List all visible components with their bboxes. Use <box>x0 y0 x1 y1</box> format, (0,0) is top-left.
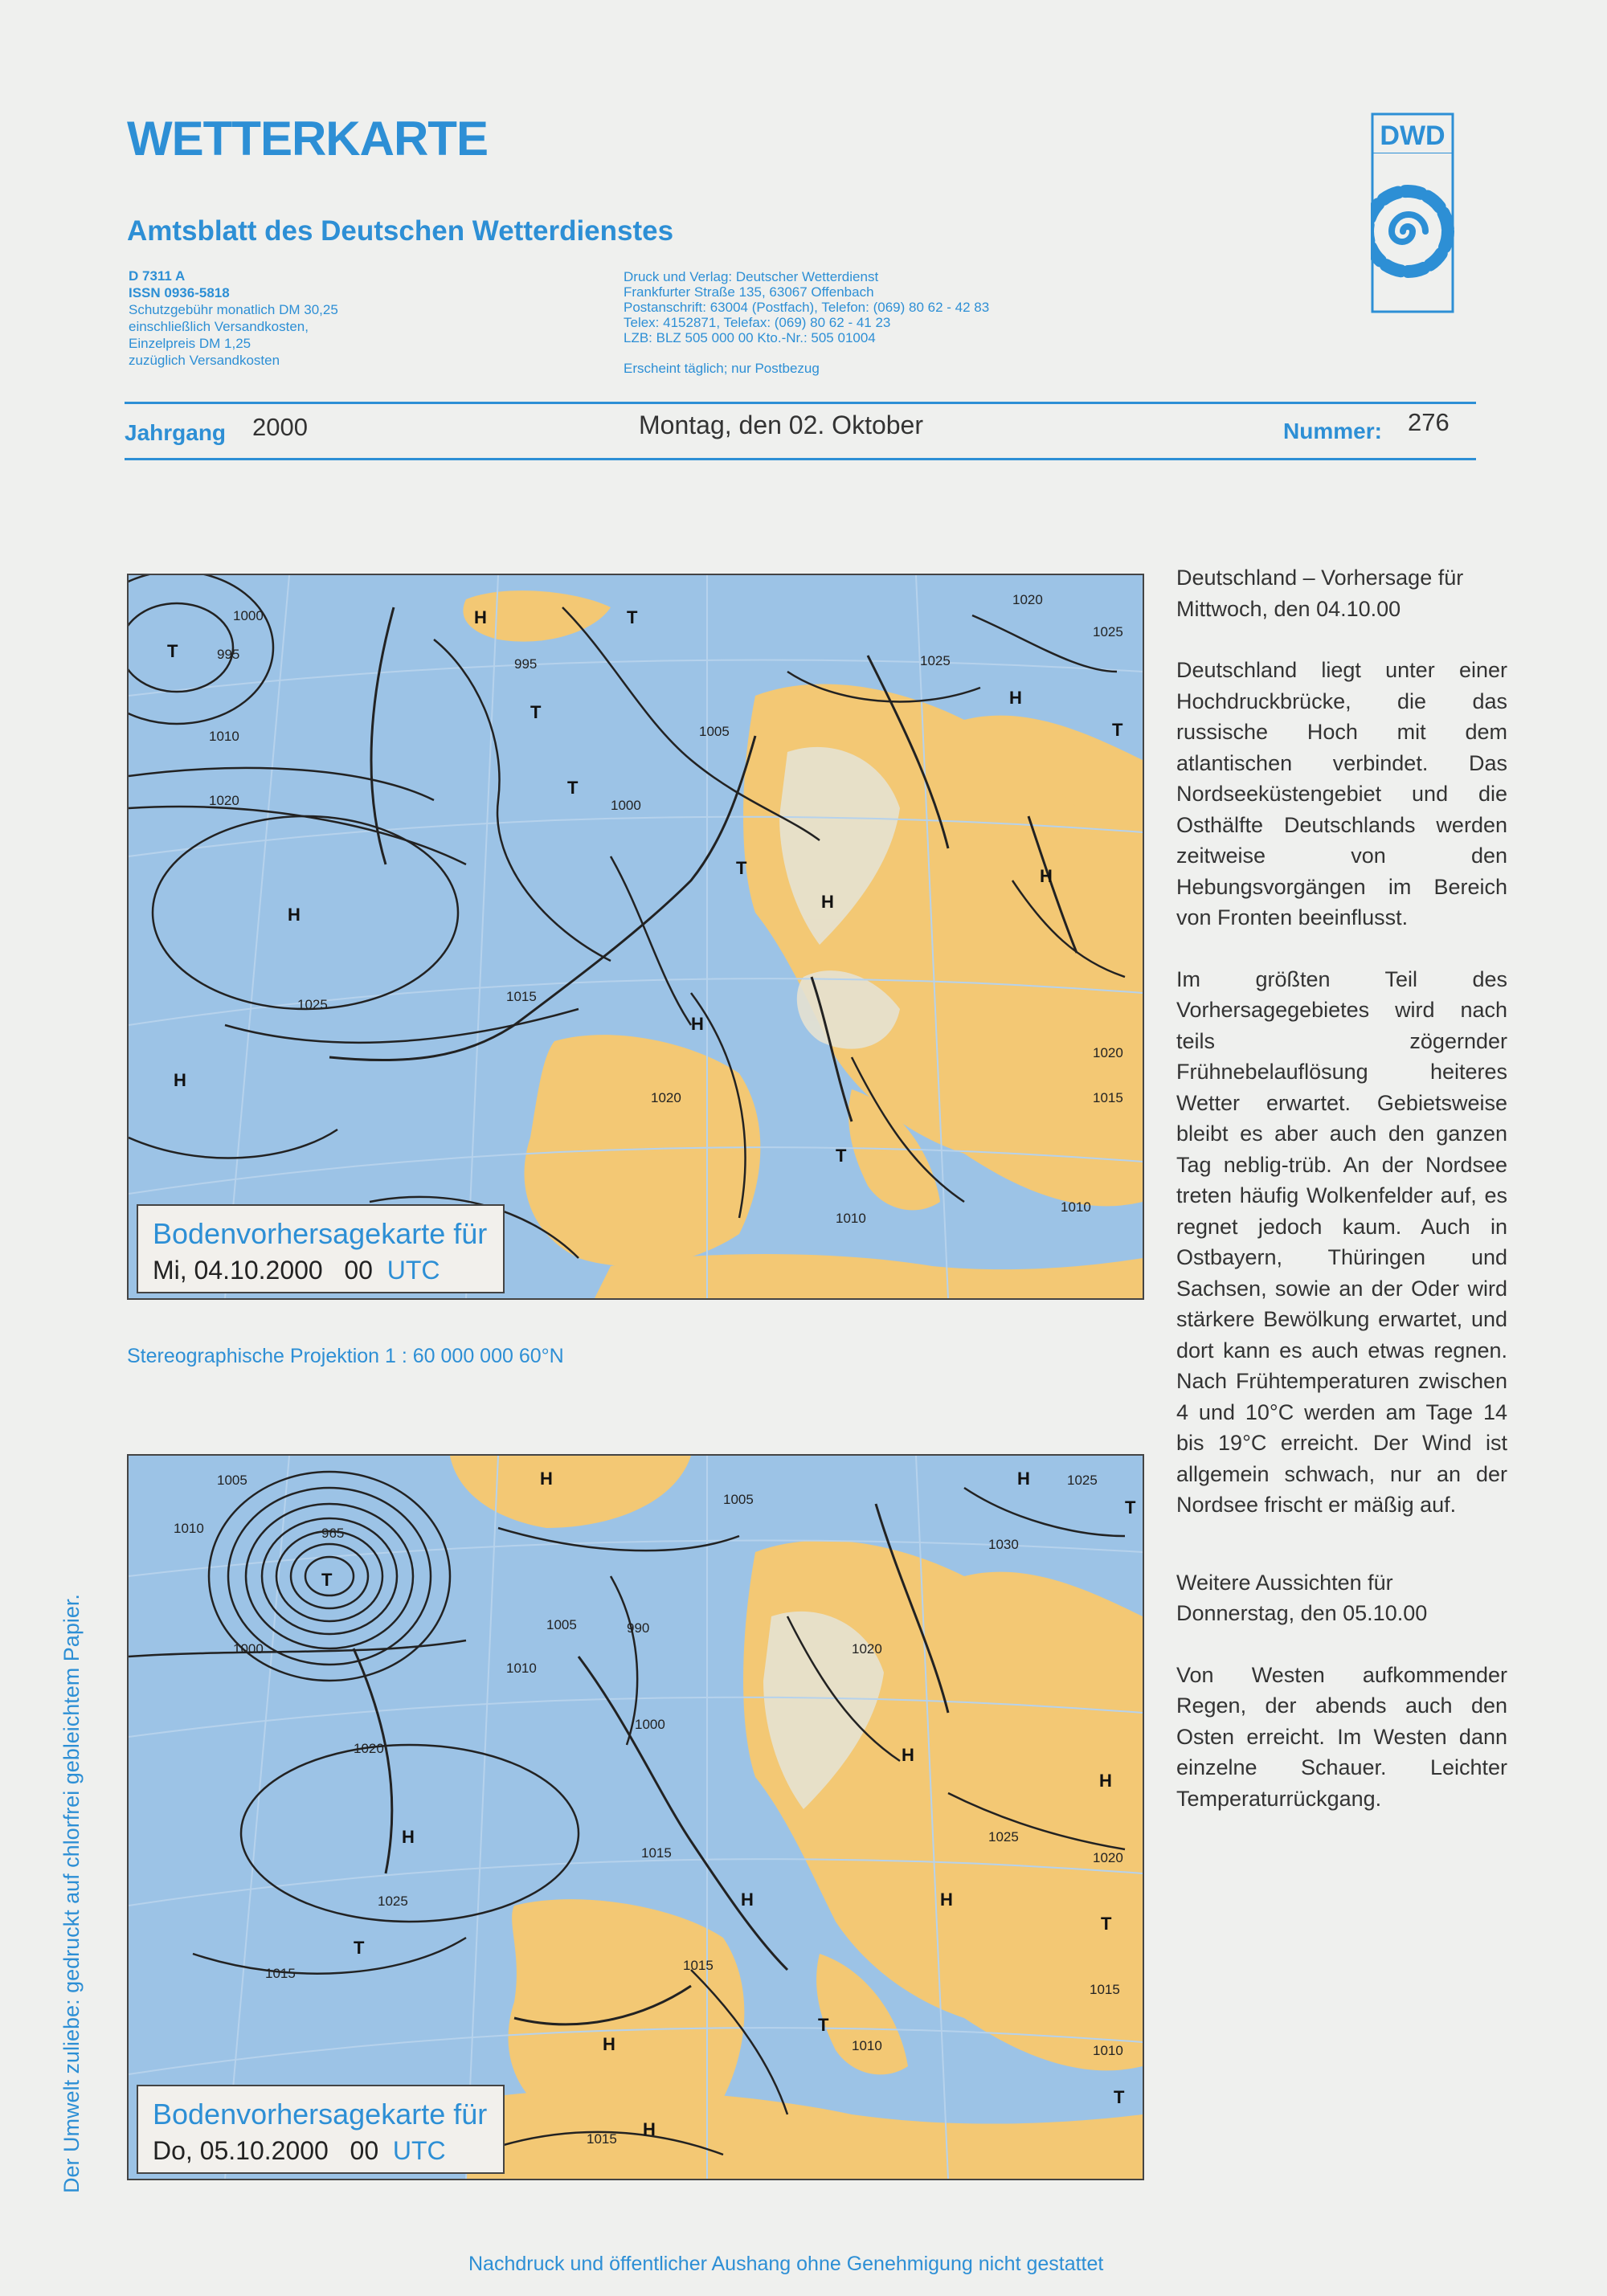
pressure-center: H <box>1009 688 1022 708</box>
isobar-label: 1015 <box>1090 1982 1120 1997</box>
pressure-center: H <box>821 892 834 912</box>
publisher-line: Telex: 4152871, Telefax: (069) 80 62 - 41 23 <box>624 315 891 330</box>
fee-line: Einzelpreis DM 1,25 <box>129 336 251 351</box>
isobar-label: 1000 <box>635 1717 665 1732</box>
jahrgang-label: Jahrgang <box>125 420 227 445</box>
map-2-graphic <box>129 1456 1143 2179</box>
pressure-center: H <box>902 1745 914 1765</box>
isobar-label: 1005 <box>546 1617 577 1632</box>
map-caption-title: Bodenvorhersagekarte für <box>153 2098 488 2131</box>
isobar-label: 1015 <box>265 1966 296 1981</box>
forecast-paragraph: Deutschland liegt unter einer Hochdruckbrücke, die das russische Hoch mit dem atlantischen verbindet. Das Nordseeküstengebiet und die Osthälfte Deutschlands werden zeitweise von den Hebungsvorgängen im Bereich von Fronten beeinflusst. <box>1176 658 1507 929</box>
map-caption-title: Bodenvorhersagekarte für <box>153 1217 488 1250</box>
pressure-center: T <box>567 778 579 798</box>
isobar-label: 1020 <box>209 793 239 808</box>
publisher-line: Druck und Verlag: Deutscher Wetterdienst <box>624 269 879 284</box>
map-caption-time: Do, 05.10.2000 00 <box>153 2136 379 2165</box>
isobar-label: 1010 <box>506 1661 537 1676</box>
isobar-label: 1010 <box>1093 2043 1123 2058</box>
pressure-center: H <box>474 607 487 627</box>
map-caption-utc: UTC <box>392 2136 446 2165</box>
isobar-label: 1010 <box>852 2038 882 2053</box>
pressure-center: H <box>741 1890 754 1910</box>
pressure-center: T <box>818 2015 829 2035</box>
fee-line: Schutzgebühr monatlich DM 30,25 <box>129 302 338 317</box>
issue-date: Montag, den 02. Oktober <box>639 411 923 439</box>
jahrgang-value: 2000 <box>252 413 308 441</box>
isobar-label: 1015 <box>1093 1090 1123 1105</box>
header-rule-bottom <box>125 458 1476 460</box>
pressure-center: T <box>836 1146 847 1166</box>
outlook-heading: Weitere Aussichten für Donnerstag, den 05.10.00 <box>1176 1570 1428 1625</box>
header-rule-top <box>125 402 1476 404</box>
forecast-heading: Deutschland – Vorhersage für Mittwoch, den 04.10.00 <box>1176 566 1464 621</box>
isobar-label: 1010 <box>1061 1199 1091 1215</box>
isobar-label: 1005 <box>723 1492 754 1507</box>
pressure-center: H <box>402 1827 415 1847</box>
isobar-label: 1000 <box>233 1641 264 1657</box>
pressure-center: H <box>691 1014 704 1034</box>
isobar-label: 965 <box>321 1526 345 1541</box>
map-1-caption <box>137 1204 505 1293</box>
isobar-label: 1010 <box>209 729 239 744</box>
publisher-line: LZB: BLZ 505 000 00 Kto.-Nr.: 505 01004 <box>624 330 876 345</box>
pressure-center: H <box>603 2034 615 2054</box>
footer-note: Nachdruck und öffentlicher Aushang ohne Genehmigung nicht gestattet <box>468 2253 1104 2275</box>
publisher-info <box>624 269 989 376</box>
fee-line: zuzüglich Versandkosten <box>129 353 280 368</box>
nummer-value: 276 <box>1408 408 1450 436</box>
isobar-label: 1005 <box>699 724 730 739</box>
isobar-label: 1020 <box>1093 1850 1123 1865</box>
map-2-caption <box>137 2085 505 2174</box>
nummer-label: Nummer: <box>1283 419 1382 443</box>
pressure-center: T <box>1114 2087 1125 2107</box>
pressure-center: H <box>288 905 301 925</box>
isobar-label: 1025 <box>1067 1473 1098 1488</box>
weather-map-1 <box>127 574 1144 1300</box>
isobar-label: 1000 <box>611 798 641 813</box>
frequency-note: Erscheint täglich; nur Postbezug <box>624 361 820 376</box>
isobar-label: 1000 <box>233 608 264 623</box>
isobar-label: 1010 <box>174 1521 204 1536</box>
weather-map-2 <box>127 1454 1144 2180</box>
logo-text: DWD <box>1380 121 1445 151</box>
isobar-label: 1030 <box>988 1537 1019 1552</box>
isobar-label: 990 <box>627 1620 650 1636</box>
projection-note: Stereographische Projektion 1 : 60 000 000 60°N <box>127 1345 564 1367</box>
isobar-label: 1025 <box>920 653 951 668</box>
isobar-label: 1010 <box>836 1211 866 1226</box>
pressure-center: T <box>167 641 178 661</box>
isobar-label: 1025 <box>378 1894 408 1909</box>
outlook-paragraph: Von Westen aufkommender Regen, der abends auch den Osten erreicht. Im Westen dann einzelne Schauer. Leichter Temperaturrückgang. <box>1176 1662 1507 1811</box>
isobar-label: 1020 <box>1093 1045 1123 1060</box>
pressure-center: H <box>174 1070 186 1090</box>
pressure-center: T <box>627 607 638 627</box>
isobar-label: 1015 <box>683 1958 714 1973</box>
forecast-column <box>1176 562 1507 1814</box>
pressure-center: H <box>643 2119 656 2139</box>
isobar-label: 1005 <box>217 1473 247 1488</box>
isobar-label: 995 <box>514 656 538 672</box>
pressure-center: H <box>1040 866 1053 886</box>
pressure-center: T <box>1101 1914 1112 1934</box>
isobar-label: 1015 <box>641 1845 672 1861</box>
pressure-center: T <box>321 1570 333 1590</box>
isobar-label: 995 <box>217 647 240 662</box>
pressure-center: T <box>1125 1497 1136 1518</box>
issn: ISSN 0936-5818 <box>129 285 230 300</box>
isobar-label: 1015 <box>506 989 537 1004</box>
fee-line: einschließlich Versandkosten, <box>129 319 309 334</box>
pressure-center: T <box>736 858 747 878</box>
publisher-line: Frankfurter Straße 135, 63067 Offenbach <box>624 284 874 300</box>
publisher-line: Postanschrift: 63004 (Postfach), Telefon: (069) 80 62 - 42 83 <box>624 300 990 315</box>
isobar-label: 1025 <box>1093 624 1123 639</box>
isobar-label: 1025 <box>988 1829 1019 1845</box>
dwd-logo <box>1371 112 1454 313</box>
pressure-center: T <box>1112 720 1123 740</box>
isobar-label: 1020 <box>354 1741 384 1756</box>
page-subtitle: Amtsblatt des Deutschen Wetterdienstes <box>127 215 674 247</box>
isobar-label: 1020 <box>1012 592 1043 607</box>
map-caption-time: Mi, 04.10.2000 00 <box>153 1256 373 1285</box>
publication-code: D 7311 A <box>129 268 186 284</box>
map-caption-date <box>153 1256 487 1285</box>
pressure-center: T <box>354 1938 365 1958</box>
pressure-center: T <box>530 702 542 722</box>
pressure-center: H <box>1099 1771 1112 1791</box>
pressure-center: H <box>940 1890 953 1910</box>
publication-codes <box>129 268 338 369</box>
map-1-graphic <box>129 575 1143 1298</box>
page-title: WETTERKARTE <box>127 112 488 165</box>
isobar-label: 1015 <box>587 2131 617 2147</box>
isobar-label: 1020 <box>852 1641 882 1657</box>
map-caption-utc: UTC <box>386 1256 440 1285</box>
map-caption-date <box>153 2136 487 2166</box>
isobar-label: 1025 <box>297 997 328 1012</box>
forecast-paragraph: Im größten Teil des Vorhersagegebietes wird nach teils zögernder Frühnebelauflösung heiteres Wetter erwartet. Gebietsweise bleibt es aber auch den ganzen Tag neblig-trüb. An der Nordsee treten häufig Wolkenfelder auf, es regnet jedoch kaum. Auch in Ostbayern, Thüringen und Sachsen, sowie an der Oder wird stärkere Bewölkung erwartet, und dort kann es auch etwas regnen. Nach Frühtemperaturen zwischen 4 und 10°C werden am Tage 14 bis 19°C erreicht. Der Wind ist allgemein schwach, nur an der Nordsee frischt er mäßig auf. <box>1176 966 1507 1517</box>
isobar-label: 1020 <box>651 1090 681 1105</box>
recycling-note: Der Umwelt zuliebe: gedruckt auf chlorfrei gebleichtem Papier. <box>59 1594 84 2193</box>
pressure-center: H <box>540 1469 553 1489</box>
pressure-center: H <box>1017 1469 1030 1489</box>
